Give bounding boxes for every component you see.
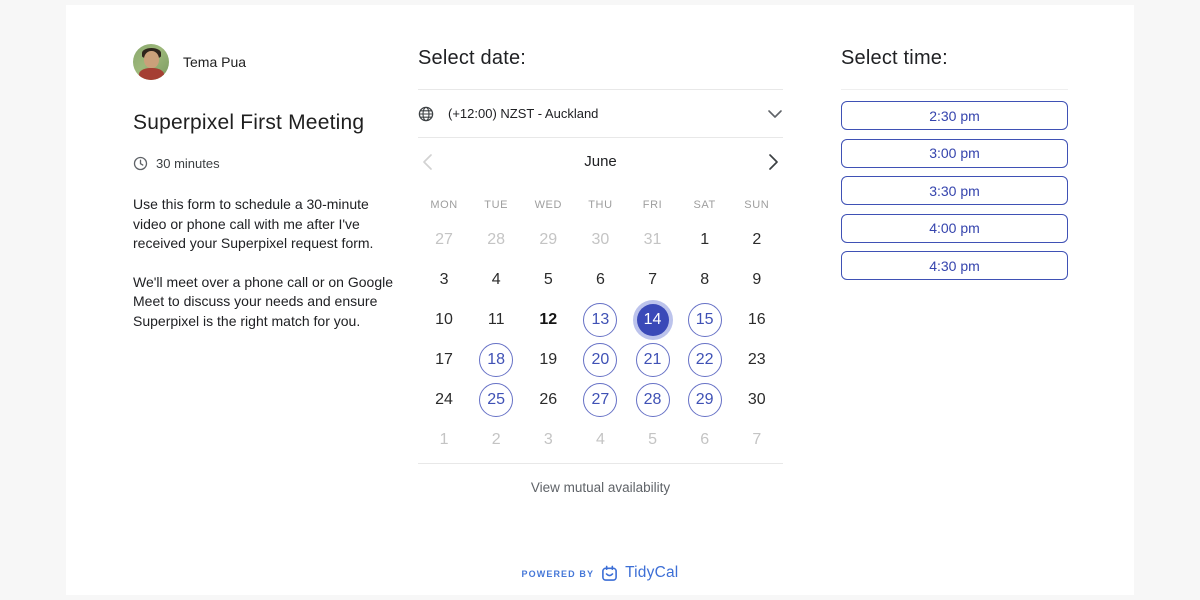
chevron-left-icon — [422, 153, 433, 171]
day-cell — [679, 420, 731, 460]
day-cell[interactable] — [679, 300, 731, 340]
day-number: 20 — [583, 343, 617, 377]
day-cell[interactable] — [470, 380, 522, 420]
day-number: 18 — [479, 343, 513, 377]
powered-by-label: POWERED BY — [521, 569, 595, 579]
day-cell — [627, 260, 679, 300]
day-cell[interactable] — [574, 340, 626, 380]
day-cell — [522, 420, 574, 460]
day-cell — [470, 420, 522, 460]
day-cell[interactable] — [574, 300, 626, 340]
day-number: 23 — [747, 351, 766, 368]
day-cell — [470, 220, 522, 260]
time-slot-button[interactable]: 3:30 pm — [841, 176, 1068, 205]
day-cell — [679, 220, 731, 260]
day-number: 30 — [591, 231, 610, 248]
weekday-label: MON — [430, 199, 458, 211]
day-number: 29 — [688, 383, 722, 417]
day-number: 31 — [643, 231, 662, 248]
previous-month-button[interactable] — [418, 149, 437, 175]
day-cell — [470, 260, 522, 300]
weekday-label: SUN — [744, 199, 770, 211]
weekday-label: WED — [534, 199, 563, 211]
weekday-label: THU — [588, 199, 613, 211]
day-cell — [418, 380, 470, 420]
day-number: 9 — [752, 271, 762, 288]
day-number: 4 — [491, 271, 501, 288]
selected-day-halo — [633, 300, 673, 340]
day-cell — [679, 260, 731, 300]
duration-label: 30 minutes — [156, 156, 220, 171]
day-number: 17 — [435, 351, 453, 368]
brand-name: TidyCal — [625, 564, 679, 581]
day-cell — [418, 340, 470, 380]
divider — [418, 463, 783, 464]
day-cell — [522, 340, 574, 380]
avatar — [133, 44, 169, 80]
next-month-button[interactable] — [764, 149, 783, 175]
day-number: 27 — [583, 383, 617, 417]
day-number: 10 — [435, 311, 453, 328]
profile-row — [133, 44, 398, 80]
day-number: 2 — [491, 431, 501, 448]
day-number: 6 — [595, 271, 605, 288]
day-number: 22 — [688, 343, 722, 377]
day-cell — [418, 220, 470, 260]
day-number: 2 — [752, 231, 762, 248]
day-number: 15 — [688, 303, 722, 337]
day-cell — [522, 260, 574, 300]
day-cell — [731, 220, 783, 260]
day-number: 4 — [595, 431, 605, 448]
tidycal-footer-link[interactable] — [66, 564, 1134, 582]
time-slot-button[interactable]: 4:00 pm — [841, 214, 1068, 243]
time-slot-list — [841, 101, 1068, 280]
day-number: 11 — [487, 311, 505, 328]
weekday-label: SAT — [693, 199, 716, 211]
weekday-label: TUE — [484, 199, 509, 211]
time-panel — [841, 47, 1068, 280]
day-cell — [731, 260, 783, 300]
host-name: Tema Pua — [183, 54, 247, 70]
description-paragraph: Use this form to schedule a 30-minute video or phone call with me after I've received your Superpixel request form. — [133, 196, 374, 251]
day-cell — [574, 220, 626, 260]
day-number: 3 — [439, 271, 449, 288]
day-number: 12 — [539, 311, 558, 328]
day-number: 24 — [435, 391, 453, 408]
day-number: 1 — [439, 431, 449, 448]
day-number: 27 — [435, 231, 453, 248]
day-cell — [522, 300, 574, 340]
tidycal-logo-icon — [601, 565, 618, 582]
duration-row — [133, 156, 398, 171]
day-cell — [574, 260, 626, 300]
day-number: 8 — [700, 271, 710, 288]
meeting-description — [133, 195, 398, 331]
day-number: 7 — [752, 431, 762, 448]
day-number: 13 — [583, 303, 617, 337]
day-cell — [522, 380, 574, 420]
day-cell[interactable] — [574, 380, 626, 420]
time-slot-button[interactable]: 3:00 pm — [841, 139, 1068, 168]
timezone-label: (+12:00) NZST - Auckland — [448, 106, 599, 121]
chevron-right-icon — [768, 153, 779, 171]
day-number: 6 — [700, 431, 710, 448]
day-number: 16 — [747, 311, 766, 328]
day-cell[interactable] — [627, 340, 679, 380]
date-panel — [418, 47, 783, 495]
day-cell — [731, 420, 783, 460]
day-number: 28 — [636, 383, 670, 417]
description-paragraph: We'll meet over a phone call or on Google Meet to discuss your needs and ensure Superpixel is the right match for you. — [133, 273, 394, 329]
day-number: 1 — [700, 231, 710, 248]
weekday-header-row — [418, 199, 783, 211]
day-number: 30 — [747, 391, 766, 408]
meeting-title: Superpixel First Meeting — [133, 111, 365, 134]
day-number: 7 — [648, 271, 658, 288]
day-cell — [731, 340, 783, 380]
day-number: 21 — [636, 343, 670, 377]
day-number: 26 — [539, 391, 558, 408]
day-cell — [418, 300, 470, 340]
day-number: 25 — [479, 383, 513, 417]
day-cell-selected[interactable] — [627, 300, 679, 340]
day-cell — [418, 420, 470, 460]
profile-panel — [133, 44, 398, 331]
timezone-selector[interactable] — [418, 90, 783, 138]
select-date-heading: Select date: — [418, 47, 527, 69]
booking-card — [66, 5, 1134, 595]
day-number: 3 — [543, 431, 553, 448]
clock-icon — [133, 156, 148, 171]
day-cell[interactable] — [627, 380, 679, 420]
time-slot-button[interactable]: 4:30 pm — [841, 251, 1068, 280]
day-number: 19 — [539, 351, 558, 368]
current-month-label: June — [584, 153, 617, 170]
view-mutual-availability-link[interactable]: View mutual availability — [418, 480, 783, 495]
weekday-label: FRI — [642, 199, 663, 211]
day-cell — [731, 300, 783, 340]
month-navigation — [418, 138, 783, 185]
time-slot-button[interactable]: 2:30 pm — [841, 101, 1068, 130]
day-cell — [627, 420, 679, 460]
select-time-heading: Select time: — [841, 47, 948, 69]
day-number: 5 — [648, 431, 658, 448]
day-cell — [731, 380, 783, 420]
day-cell — [470, 300, 522, 340]
day-cell[interactable] — [679, 380, 731, 420]
day-cell — [522, 220, 574, 260]
day-number: 14 — [637, 304, 669, 336]
day-cell — [574, 420, 626, 460]
calendar-grid — [418, 220, 783, 460]
day-cell — [418, 260, 470, 300]
day-number: 5 — [543, 271, 553, 288]
day-number: 29 — [539, 231, 558, 248]
divider — [841, 89, 1068, 90]
chevron-down-icon — [767, 109, 783, 119]
globe-icon — [418, 106, 434, 122]
day-number: 28 — [487, 231, 506, 248]
day-cell[interactable] — [470, 340, 522, 380]
day-cell — [627, 220, 679, 260]
day-cell[interactable] — [679, 340, 731, 380]
